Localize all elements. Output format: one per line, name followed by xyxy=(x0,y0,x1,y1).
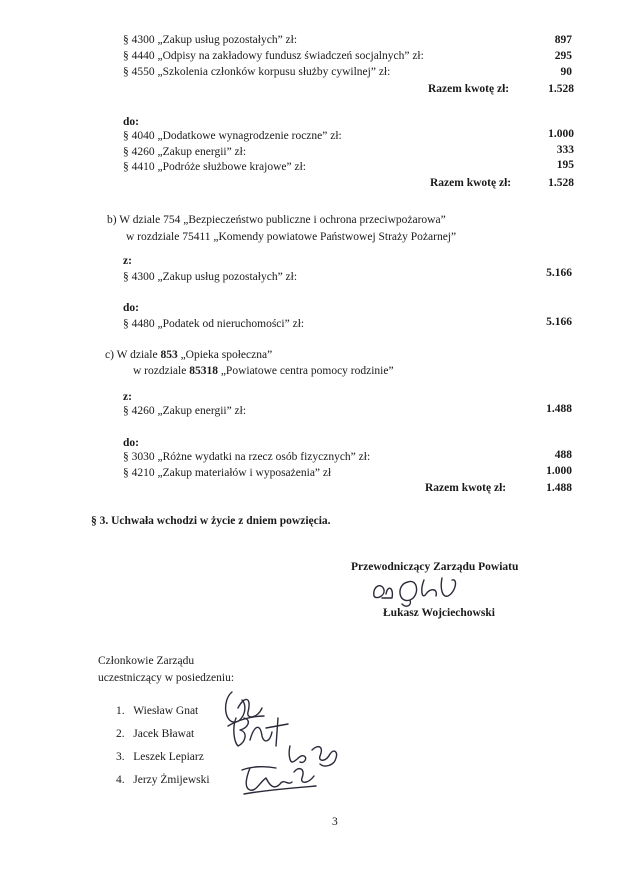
chairman-name: Łukasz Wojciechowski xyxy=(383,607,495,619)
amount-4300: 897 xyxy=(554,34,572,46)
line-4260: § 4260 „Zakup energii” zł: xyxy=(123,146,247,158)
amount-c-4210: 1.000 xyxy=(546,465,572,477)
member-3: 3. Leszek Lepiarz xyxy=(116,751,204,763)
amount-b-4300: 5.166 xyxy=(546,267,572,279)
line-4040: § 4040 „Dodatkowe wynagrodzenie roczne” zł: xyxy=(123,130,342,142)
members-heading-1: Członkowie Zarządu xyxy=(98,655,195,667)
z-label-c: z: xyxy=(123,391,132,403)
line-4440: § 4440 „Odpisy na zakładowy fundusz świadczeń socjalnych” zł: xyxy=(123,50,424,62)
do-label-b: do: xyxy=(123,302,139,314)
line-b-4480: § 4480 „Podatek od nieruchomości” zł: xyxy=(123,318,305,330)
member-2: 2. Jacek Bławat xyxy=(116,728,195,740)
rozdzial-85318: 85318 xyxy=(189,365,218,377)
do-label-1: do: xyxy=(123,116,139,128)
total-c: 1.488 xyxy=(546,482,572,494)
member-4: 4. Jerzy Żmijewski xyxy=(116,774,210,786)
line-4550: § 4550 „Szkolenia członków korpusu służby cywilnej” zł: xyxy=(123,66,391,78)
dzial-853: 853 xyxy=(160,349,178,361)
amount-4040: 1.000 xyxy=(548,128,574,140)
chairman-title: Przewodniczący Zarządu Powiatu xyxy=(351,561,519,573)
amount-4550: 90 xyxy=(560,66,572,78)
members-heading-2: uczestniczący w posiedzeniu: xyxy=(98,672,235,684)
amount-4410: 195 xyxy=(556,159,574,171)
section-b-line1: b) W dziale 754 „Bezpieczeństwo publiczne i ochrona przeciwpożarowa” xyxy=(107,214,446,226)
razem-label-2: Razem kwotę zł: xyxy=(430,177,512,189)
line-b-4300: § 4300 „Zakup usług pozostałych” zł: xyxy=(123,271,298,283)
razem-label-c: Razem kwotę zł: xyxy=(425,482,507,494)
chairman-signature-icon xyxy=(368,574,483,608)
paragraph-3: § 3. Uchwała wchodzi w życie z dniem powzięcia. xyxy=(91,515,331,527)
line-c-4210: § 4210 „Zakup materiałów i wyposażenia” zł xyxy=(123,467,332,479)
amount-4440: 295 xyxy=(554,50,572,62)
total-a1: 1.528 xyxy=(548,83,574,95)
line-4410: § 4410 „Podróże służbowe krajowe” zł: xyxy=(123,161,306,173)
line-c-4260: § 4260 „Zakup energii” zł: xyxy=(123,405,247,417)
total-a2: 1.528 xyxy=(548,177,574,189)
amount-c-4260: 1.488 xyxy=(546,403,572,415)
line-4300: § 4300 „Zakup usług pozostałych” zł: xyxy=(123,34,298,46)
page-number: 3 xyxy=(332,816,338,828)
line-c-3030: § 3030 „Różne wydatki na rzecz osób fizycznych” zł: xyxy=(123,451,371,463)
amount-4260: 333 xyxy=(556,144,574,156)
z-label-b: z: xyxy=(123,255,132,267)
amount-c-3030: 488 xyxy=(554,449,572,461)
do-label-c: do: xyxy=(123,437,139,449)
razem-label-1: Razem kwotę zł: xyxy=(428,83,510,95)
section-c-line2: w rozdziale 85318 „Powiatowe centra pomocy rodzinie” xyxy=(133,365,394,377)
member-1: 1. Wiesław Gnat xyxy=(116,705,199,717)
member-4-signature-icon xyxy=(236,760,322,800)
amount-b-4480: 5.166 xyxy=(546,316,572,328)
section-b-line2: w rozdziale 75411 „Komendy powiatowe Państwowej Straży Pożarnej” xyxy=(126,231,457,243)
section-c-line1: c) W dziale 853 „Opieka społeczna” xyxy=(105,349,273,361)
